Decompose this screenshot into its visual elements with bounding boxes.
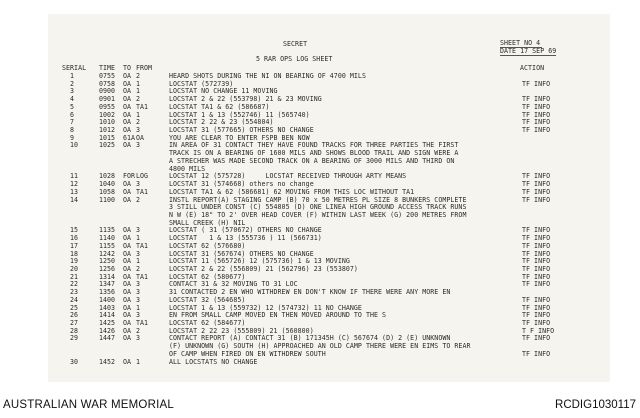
entry-from: TA1	[136, 187, 149, 196]
entry-action: TF INFO	[522, 95, 551, 104]
entry-serial: 14	[70, 195, 79, 204]
entry-time: 1242	[99, 249, 116, 258]
entry-to: OA	[123, 319, 132, 328]
entry-serial: 15	[70, 226, 79, 235]
entry-time: 1040	[99, 180, 116, 189]
entry-time: 1425	[99, 319, 116, 328]
entry-from: 3	[136, 180, 141, 189]
entry-action: TF INFO	[522, 172, 551, 181]
classification-label: SECRET	[283, 40, 308, 48]
entry-text: SMALL CREEK (H) NIL	[169, 218, 246, 227]
entry-from: 3	[136, 126, 141, 135]
entry-to: OA	[123, 326, 132, 335]
entry-time: 1314	[99, 272, 116, 281]
entry-from: 1	[136, 110, 141, 119]
entry-text: LOCSTAT 12 (575728) LOCSTAT RECEIVED THROUGH ARTY MEANS	[169, 172, 407, 181]
entry-text: LOCSTAT TA1 & 62 (586687)	[169, 102, 270, 111]
entry-to: OA	[123, 280, 132, 289]
entry-serial: 21	[70, 272, 79, 281]
entry-time: 1100	[99, 195, 116, 204]
entry-serial: 1	[70, 72, 75, 80]
column-action: ACTION	[520, 64, 545, 72]
entry-to: OA	[123, 95, 132, 104]
entry-from: 3	[136, 334, 141, 343]
entry-action: TF INFO	[522, 249, 551, 258]
entry-to: OA	[123, 257, 132, 266]
entry-serial: 24	[70, 295, 79, 304]
entry-text: 3 STILL UNDER CONST (C) 554805 (D) ONE LINEA HIGH GROUND ACCESS TRACK RUNS	[169, 203, 467, 212]
entry-text: LOCSTAT ( 31 (570672) OTHERS NO CHANGE	[169, 226, 322, 235]
entry-action: TF INFO	[522, 226, 551, 235]
entry-serial: 27	[70, 319, 79, 328]
entry-time: 1250	[99, 257, 116, 266]
entry-time: 1135	[99, 226, 116, 235]
entry-time: 1447	[99, 334, 116, 343]
entry-from: 3	[136, 280, 141, 289]
entry-from: 2	[136, 72, 141, 80]
entry-to: OA	[123, 195, 132, 204]
entry-time: 1356	[99, 288, 116, 297]
entry-action: TF INFO	[522, 272, 551, 281]
entry-serial: 4	[70, 95, 75, 104]
entry-to: OA	[123, 234, 132, 243]
entry-time: 0901	[99, 95, 116, 104]
entry-text: LOCSTAT 62 (580677)	[169, 272, 246, 281]
entry-text: IN AREA OF 31 CONTACT THEY HAVE FOUND TRACKS FOR THREE PARTIES THE FIRST	[169, 141, 459, 150]
entry-serial: 6	[70, 110, 75, 119]
entry-action: TF INFO	[522, 102, 551, 111]
entry-action: TF INFO	[522, 295, 551, 304]
entry-text: YOU ARE CLEAR TO ENTER FSPB BEN NOW	[169, 133, 310, 142]
entry-time: 1414	[99, 311, 116, 320]
entry-time: 0755	[99, 72, 116, 80]
entry-time: 1155	[99, 241, 116, 250]
entry-serial: 20	[70, 265, 79, 273]
entry-text: LOCSTAT 2 22 & 23 (554804)	[169, 118, 274, 127]
entry-text: A STRECHER WAS MADE SECOND TRACK ON A BEARING OF 3000 MILS AND THIRD ON	[169, 156, 455, 165]
entry-action: TF INFO	[522, 311, 551, 320]
entry-text: LOCSTAT 1 & 13 (555736 ) 11 (566731)	[169, 234, 322, 243]
entry-text: LOCSTAT 11 (565726) 12 (575736) 1 & 13 MOVING	[169, 257, 350, 266]
column-serial: SERIAL	[62, 64, 87, 72]
entry-from: 2	[136, 195, 141, 204]
entry-action: TF INFO	[522, 234, 551, 243]
entry-text: LOCSTAT NO CHANGE 11 MOVING	[169, 87, 278, 96]
entry-to: OA	[123, 79, 132, 88]
entry-from: 1	[136, 79, 141, 88]
column-to: TO	[123, 64, 132, 72]
entry-to: OA	[123, 334, 132, 343]
entry-to: OA	[123, 102, 132, 111]
entry-action: TF INFO	[522, 280, 551, 289]
entry-time: 1426	[99, 326, 116, 335]
entry-from: 1	[136, 87, 141, 96]
entry-to: OA	[123, 311, 132, 320]
entry-action: TF INFO	[522, 349, 551, 358]
entry-from: LOG	[136, 172, 149, 181]
entry-serial: 29	[70, 334, 79, 343]
entry-serial: 16	[70, 234, 79, 243]
entry-to: OA	[123, 295, 132, 304]
entry-text: LOCSTAT 2 & 22 (556809) 21 (562796) 23 (553807)	[169, 265, 358, 273]
entry-text: LOCSTAT 2 & 22 (553798) 21 & 23 MOVING	[169, 95, 322, 104]
entry-to: OA	[123, 141, 132, 150]
entry-from: 2	[136, 118, 141, 127]
entry-text: ALL LOCSTATS NO CHANGE	[169, 357, 258, 366]
entry-time: 1400	[99, 295, 116, 304]
entry-text: EN FROM SMALL CAMP MOVED EN THEN MOVED AROUND TO THE S	[169, 311, 387, 320]
column-from: FROM	[136, 64, 153, 72]
entry-to: OA	[123, 357, 132, 366]
entry-time: 1012	[99, 126, 116, 135]
entry-from: 3	[136, 226, 141, 235]
entry-action: TF INFO	[522, 195, 551, 204]
entry-serial: 7	[70, 118, 75, 127]
entry-to: OA	[123, 110, 132, 119]
entry-to: OA	[123, 265, 132, 273]
entry-to: OA	[123, 226, 132, 235]
entry-text: LOCSTAT (572739)	[169, 79, 234, 88]
entry-text: HEARD SHOTS DURING THE NI ON BEARING OF 4700 MILS	[169, 72, 366, 80]
entry-text: CONTACT REPORT (A) CONTACT 31 (B) 171345H (C) 567674 (D) 2 (E) UNKNOWN	[169, 334, 451, 343]
archive-footer	[0, 395, 640, 418]
entry-text: 4800 MILS	[169, 164, 206, 173]
entry-text: LOCSTAT 31 (567674) OTHERS NO CHANGE	[169, 249, 314, 258]
entry-action: TF INFO	[522, 303, 551, 312]
entry-action: TF INFO	[522, 257, 551, 266]
entry-to: OA	[123, 187, 132, 196]
entry-serial: 23	[70, 288, 79, 297]
entry-to: OA	[123, 272, 132, 281]
entry-action: TF INFO	[522, 79, 551, 88]
entry-time: 1028	[99, 172, 116, 181]
entry-text: LOCSTAT 62 (584677)	[169, 319, 246, 328]
entry-text: (F) UNKNOWN (G) SOUTH (H) APPROACHED AN OLD CAMP THERE WERE EN EIMS TO REAR	[169, 342, 471, 351]
entry-serial: 10	[70, 141, 79, 150]
entry-from: TA1	[136, 272, 149, 281]
entry-text: LOCSTAT 32 (564685)	[169, 295, 246, 304]
entry-text: N W (E) 18" TO 2' OVER HEAD COVER (F) WITHIN LAST WEEK (G) 200 METRES FROM	[169, 210, 467, 219]
entry-serial: 30	[70, 357, 79, 366]
entry-from: 1	[136, 303, 141, 312]
entry-from: 3	[136, 141, 141, 150]
sheet-number: SHEET NO 4	[500, 39, 541, 47]
entry-serial: 5	[70, 102, 75, 111]
entry-serial: 22	[70, 280, 79, 289]
entry-serial: 26	[70, 311, 79, 320]
entry-to: OA	[123, 303, 132, 312]
entry-from: 1	[136, 357, 141, 366]
entry-from: 3	[136, 295, 141, 304]
entry-action: TF INFO	[522, 334, 551, 343]
entry-from: TA1	[136, 241, 149, 250]
entry-from: 2	[136, 265, 141, 273]
entry-serial: 2	[70, 79, 75, 88]
entry-serial: 18	[70, 249, 79, 258]
entry-serial: 3	[70, 87, 75, 96]
entry-from: 2	[136, 326, 141, 335]
entry-to: OA	[123, 249, 132, 258]
entry-text: LOCSTAT 2 22 23 (555809) 21 (560800)	[169, 326, 314, 335]
entry-time: 1452	[99, 357, 116, 366]
entry-from: 1	[136, 257, 141, 266]
entry-to: OA	[123, 241, 132, 250]
sheet-date-underline	[500, 55, 556, 56]
entry-action: TF INFO	[522, 110, 551, 119]
entry-to: OA	[123, 72, 132, 80]
entry-time: 1403	[99, 303, 116, 312]
entry-text: LOCSTAT 31 (577665) OTHERS NO CHANGE	[169, 126, 314, 135]
entry-serial: 11	[70, 172, 79, 181]
entry-to: OA	[123, 180, 132, 189]
entry-from: 2	[136, 95, 141, 104]
entry-text: LOCSTAT 31 (574668) others no change	[169, 180, 314, 189]
entry-action: TF INFO	[522, 319, 551, 328]
entry-time: 0758	[99, 79, 116, 88]
archive-reference: RCDIG1030117	[555, 399, 636, 411]
entry-action: TF INFO	[522, 187, 551, 196]
entry-time: 1347	[99, 280, 116, 289]
entry-to: OA	[123, 118, 132, 127]
entry-from: 3	[136, 249, 141, 258]
column-time: TIME	[99, 64, 116, 72]
entry-from: 3	[136, 311, 141, 320]
entry-serial: 9	[70, 133, 75, 142]
entry-from: OA	[136, 133, 145, 142]
entry-text: CONTACT 31 & 32 MOVING TO 31 LOC	[169, 280, 298, 289]
entry-time: 1058	[99, 187, 116, 196]
entry-text: INSTL REPORT(A) STAGING CAMP (B) 70 x 50 METRES PL SIZE 8 BUNKERS COMPLETE	[169, 195, 467, 204]
entry-from: TA1	[136, 102, 149, 111]
entry-to: OA	[123, 87, 132, 96]
entry-time: 1025	[99, 141, 116, 150]
entry-action: TF INFO	[522, 241, 551, 250]
entry-action: TF INFO	[522, 180, 551, 189]
entry-text: TRACK IS ON A BEARING OF 1600 MILS AND SHOWS BLOOD TRAIL AND SIGN WERE A	[169, 149, 459, 158]
entry-from: 1	[136, 234, 141, 243]
entry-action: TF INFO	[522, 118, 551, 127]
entry-from: TA1	[136, 319, 149, 328]
entry-from: 3	[136, 288, 141, 297]
entry-action: TF INFO	[522, 265, 551, 273]
entry-to: OA	[123, 288, 132, 297]
entry-serial: 12	[70, 180, 79, 189]
entry-time: 1015	[99, 133, 116, 142]
entry-text: LOCSTAT 62 (576680)	[169, 241, 246, 250]
entry-to: FOR	[123, 172, 136, 181]
entry-serial: 19	[70, 257, 79, 266]
entry-action: TF INFO	[522, 126, 551, 135]
entry-to: 61A	[123, 133, 136, 142]
entry-serial: 13	[70, 187, 79, 196]
entry-time: 1140	[99, 234, 116, 243]
entry-text: LOCSTAT 1 & 13 (559732) 12 (574732) 11 NO CHANGE	[169, 303, 362, 312]
entry-text: LOCSTAT 1 & 13 (552746) 11 (565740)	[169, 110, 310, 119]
entry-serial: 8	[70, 126, 75, 135]
entry-text: LOCSTAT TA1 & 62 (586681) 62 MOVING FROM THIS LOC WITHOUT TA1	[169, 187, 415, 196]
entry-time: 1256	[99, 265, 116, 273]
log-title: 5 RAR OPS LOG SHEET	[256, 55, 333, 63]
entry-text: 31 CONTACTED 2 EN WHO WITHDREW EN DON'T KNOW IF THERE WERE ANY MORE EN	[169, 288, 451, 297]
archive-source: AUSTRALIAN WAR MEMORIAL	[3, 399, 174, 411]
entry-serial: 28	[70, 326, 79, 335]
entry-time: 1010	[99, 118, 116, 127]
entry-serial: 17	[70, 241, 79, 250]
entry-time: 0900	[99, 87, 116, 96]
log-sheet-page	[48, 14, 610, 382]
entry-text: OF CAMP WHEN FIRED ON EN WITHDREW SOUTH	[169, 349, 326, 358]
entry-serial: 25	[70, 303, 79, 312]
entry-time: 0955	[99, 102, 116, 111]
entry-time: 1002	[99, 110, 116, 119]
entry-to: OA	[123, 126, 132, 135]
entry-action: T F INFO	[522, 326, 555, 335]
sheet-date: DATE 17 SEP 69	[500, 47, 557, 55]
